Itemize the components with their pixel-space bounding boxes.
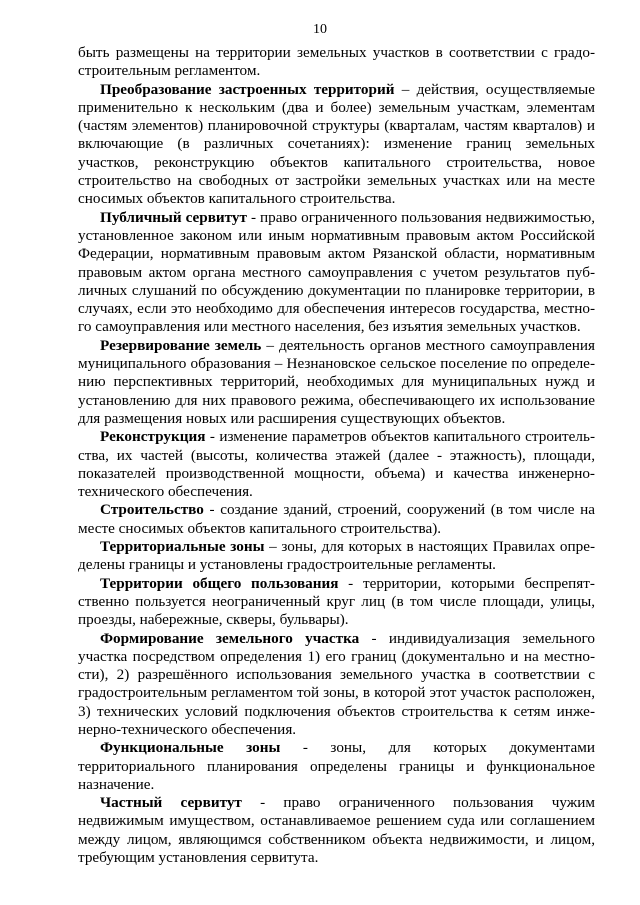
definition-paragraph <box>78 739 595 794</box>
page-number: 10 <box>313 22 327 37</box>
definition-term: Резервирование земель <box>100 336 262 354</box>
definition-text: - право ограниченного пользования чужим недвижимым имуществом, останавливаемое решением суда или соглашением между лицом, являющимся собственником объекта недвижимости, и лицом, требующим установления сервитута. <box>78 794 596 867</box>
paragraph-text: быть размещены на территории земельных участков в соответствии с градостроительным регламентом. <box>78 44 595 80</box>
document-body <box>78 44 595 867</box>
definition-paragraph <box>78 501 595 538</box>
definition-paragraph <box>78 538 595 575</box>
definition-term: Частный сервитут <box>100 794 242 812</box>
definition-text: - зоны, для которых документами территориального планирования определены границы и функциональное назначение. <box>78 739 595 793</box>
definition-term: Преобразование застроенных территорий <box>100 80 395 98</box>
definition-text: - изменение параметров объектов капитального строительства, их частей (высоты, количества этажей (далее - этажность), площади, показателей производственной мощности, объема) и качества инженерно-технического обеспечения. <box>78 428 595 501</box>
definition-text: – действия, осуществляемые применительно к нескольким (два и более) земельным участкам, элементам (частям элементов) планировочной структуры (кварталам, частям кварталов) и включающие (в различных сочетаниях): изменение границ земельных участков, реконструкцию объектов капитального строительства, новое строительство на свободных от застройки земельных участках или на месте сносимых объектов капитального строительства. <box>78 80 595 208</box>
definition-paragraph <box>78 209 595 337</box>
definition-paragraph <box>78 575 595 630</box>
definition-text: - создание зданий, строений, сооружений (в том числе на месте сносимых объектов капитального строительства). <box>78 501 595 537</box>
definition-text: – деятельность органов местного самоуправления муниципального образования – Незнановское сельское поселение по определению перспективных территорий, необходимых для муниципальных нужд и установлению для них правового режима, обеспечивающего их использование для размещения новых или расширения существующих объектов. <box>78 336 595 427</box>
definition-paragraph <box>78 630 595 740</box>
definition-paragraph <box>78 81 595 209</box>
definition-text: - право ограниченного пользования недвижимостью, установленное законом или иным нормативным правовым актом Российской Федерации, нормативным правовым актом Рязанской области, нормативным правовым актом органа местного самоуправления с учетом результатов публичных слушаний по обсуждению документации по планировке территории, в случаях, если это необходимо для обеспечения интересов государства, местного самоуправления или местного населения, без изъятия земельных участков. <box>78 208 595 336</box>
definition-text: – зоны, для которых в настоящих Правилах определены границы и установлены градостроительные регламенты. <box>78 538 595 574</box>
definition-term: Реконструкция <box>100 428 206 446</box>
definition-term: Функциональные зоны <box>100 739 281 757</box>
definition-text: - индивидуализация земельного участка посредством определения 1) его границ (документально и на местности), 2) разрешённого использования земельного участка в соответствии с градостроительным регламентом той зоны, в которой этот участок расположен, 3) технических условий подключения объектов строительства к сетям инженерно-технического обеспечения. <box>78 629 595 738</box>
definition-term: Публичный сервитут <box>100 208 247 226</box>
definition-paragraph <box>78 428 595 501</box>
definition-term: Строительство <box>100 501 204 519</box>
definition-paragraph <box>78 337 595 428</box>
definition-term: Формирование земельного участка <box>100 629 360 647</box>
definition-paragraph <box>78 794 595 867</box>
definition-text: - территории, которыми беспрепятственно пользуется неограниченный круг лиц (в том числе площади, улицы, проезды, набережные, скверы, бульвары). <box>78 574 595 629</box>
definition-term: Территории общего пользования <box>100 574 339 592</box>
paragraph-continuation <box>78 44 595 81</box>
definition-term: Территориальные зоны <box>100 538 265 556</box>
